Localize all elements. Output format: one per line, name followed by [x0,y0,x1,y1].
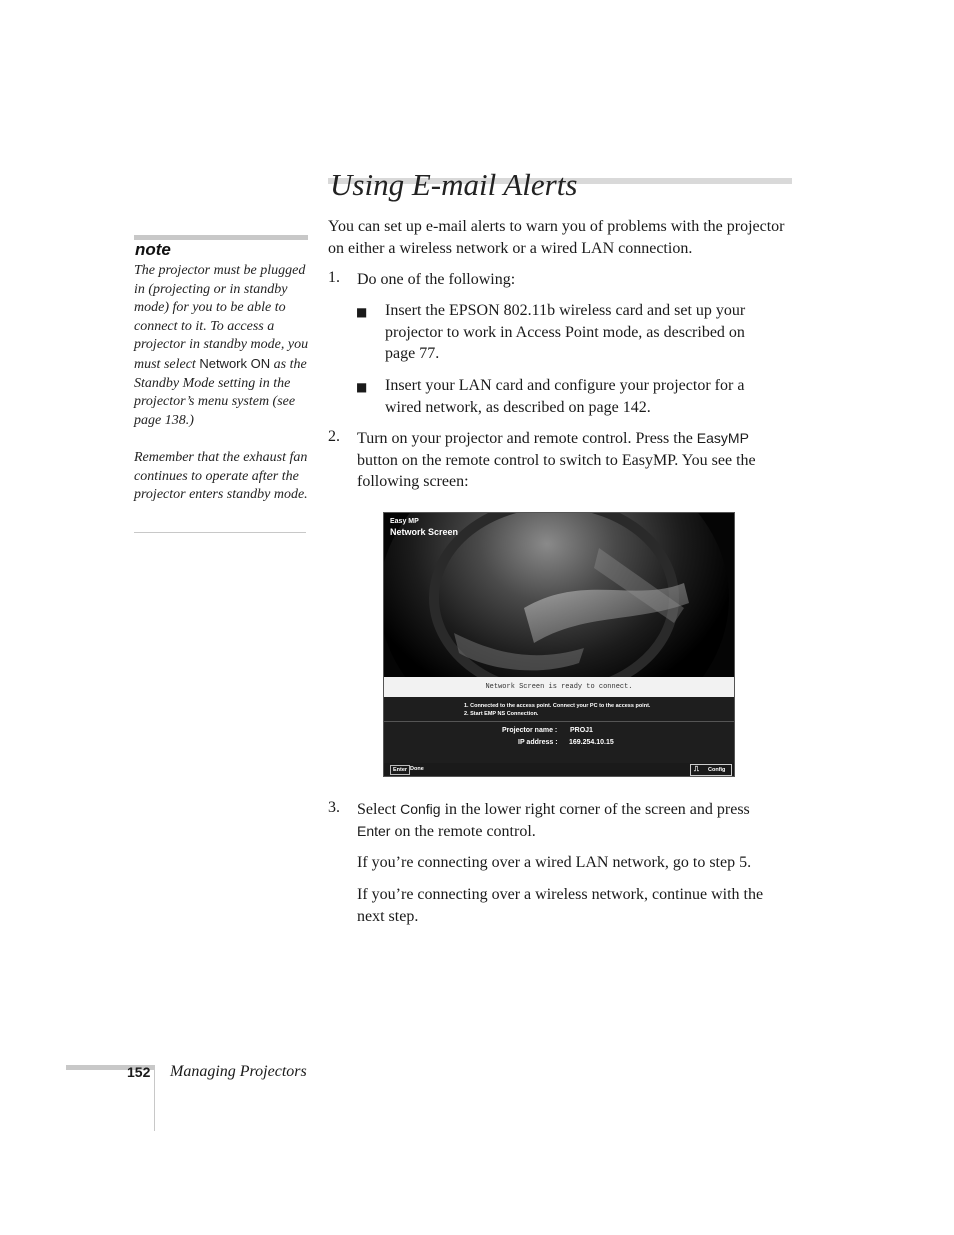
projector-name-value: PROJ1 [570,727,593,734]
instruction-1: 1. Connected to the access point. Connect your PC to the access point. [464,703,651,709]
wireless-instruction: If you’re connecting over a wireless network, continue with the next step. [357,886,764,925]
bullet-icon: ■ [356,380,368,394]
config-icon: ⎍ [694,766,699,773]
intro-paragraph: You can set up e-mail alerts to warn you of problems with the projector on either a wireless network or a wired LAN connection. [328,218,785,257]
done-label: Done [410,766,424,772]
step-3-number: 3. [328,799,340,816]
note-text: The projector must be plugged in (projecting or in standby mode) for you to be able to connect to it. To access a projector in standby mode, you must select [134,263,309,372]
bullet-icon: ■ [356,305,368,319]
bullet-2-text: Insert your LAN card and configure your projector for a wired network, as described on page 142. [385,377,745,416]
note-rule-bottom [134,532,306,533]
step-2-text-after: button on the remote control to switch to EasyMP. You see the following screen: [357,451,756,490]
note-heading: note [135,240,171,259]
ip-address-label: IP address : [518,739,558,746]
step-3-text-after: on the remote control. [394,822,536,840]
connection-instructions [464,702,650,718]
step-2-text [357,428,787,493]
config-label: Config [708,767,726,773]
enter-key-icon: Enter [390,765,410,775]
config-key: Config [400,801,441,817]
ready-message: Network Screen is ready to connect. [384,677,734,697]
network-screen-subtitle: Network Screen [390,527,459,537]
step-2-number: 2. [328,428,340,445]
projector-name-label: Projector name : [502,727,558,734]
page-number: 152 [127,1064,151,1080]
step-2-text-before: Turn on your projector and remote control. Press the [357,430,693,447]
note-paragraph-1 [134,262,312,430]
network-screen-screenshot [383,512,735,777]
section-name: Managing Projectors [170,1063,307,1080]
network-screen-title [390,517,458,537]
config-button [690,764,732,776]
step-1-text: Do one of the following: [357,271,516,288]
footer-vertical-rule [154,1065,155,1131]
network-on-key: Network ON [199,355,271,371]
wired-lan-instruction: If you’re connecting over a wired LAN network, go to step 5. [357,854,752,871]
step-3-text [357,799,787,842]
instruction-2: 2. Start EMP NS Connection. [464,711,539,717]
page-title: Using E-mail Alerts [330,167,578,202]
note-paragraph-2: Remember that the exhaust fan continues to operate after the projector enters standby mode. [134,450,308,503]
step-3-text-middle: in the lower right corner of the screen and press [444,801,750,818]
bullet-1-text: Insert the EPSON 802.11b wireless card and set up your projector to work in Access Point mode, as described on page 77. [385,302,746,362]
note-text: as the Standby Mode setting in the projector’s menu system (see page 138.) [134,356,307,428]
enter-key: Enter [357,822,391,839]
easymp-key: EasyMP [696,430,749,446]
step-1-number: 1. [328,269,340,286]
screen-footer [384,763,734,777]
step-3-text-before: Select [357,801,397,818]
connection-info-panel [384,697,734,763]
ip-address-value: 169.254.10.15 [569,739,614,746]
easymp-title: Easy MP [390,518,419,525]
panel-divider [384,721,734,722]
